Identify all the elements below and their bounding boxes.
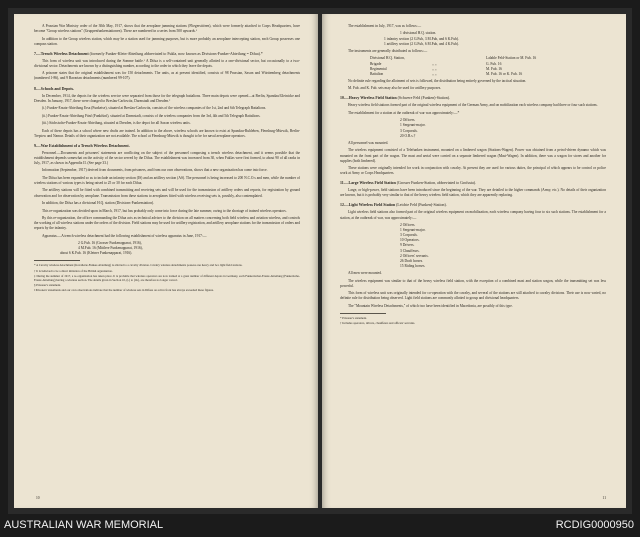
paragraph: These stations were originally intended for work in conjunction with cavalry. At present they are used for various duties, the principal of which appears to be control or police work at Army or Corps Headquarters. xyxy=(340,166,606,176)
record-id: RCDIG0000950 xyxy=(555,519,634,531)
book-spread xyxy=(8,8,632,514)
paragraph: No definite rule regarding the allotment of sets is followed, the distribution being entirely governed by the tactical situation. xyxy=(348,78,527,83)
table-row: Divisional H.Q. Station, Lalable Feld-Station or M. Fub. 16 xyxy=(370,56,537,61)
footnote-divider xyxy=(340,313,386,314)
section-heading-11: 11.—Large Wireless Field Station (Grosser Funken-Station, abbreviated to Grofusta). xyxy=(340,181,477,186)
list-item: 3 Corporals. xyxy=(400,233,418,238)
paragraph: Information (September, 1917) derived from documents, from prisoners, and from our own observations, shows that a new organization has come into force. xyxy=(42,168,268,173)
paragraph: This re-organization was decided upon in March, 1917, but has probably only come into force during the late summer, owing to the shortage of trained wireless operators. xyxy=(42,208,287,213)
footnote: ‡ During the summer of 1917, a re-organization has taken place. It is probable that wireless operators are now trained at a great number of different depots in Germany, each Funkerischer-Ersatz-Abteilung (Funkerische-Ersatz-Abteilung) having a wireless section. The details given in Section 10, (i.) to (iii.), are therefore no longer correct. xyxy=(34,273,300,283)
section-heading-8: 8.—Schools and Depots. xyxy=(34,86,74,91)
paragraph: The "Mountain Wireless Detachments," of which two have been identified in Macedonia, are possibly of this type. xyxy=(348,303,513,308)
right-page xyxy=(322,14,626,508)
footnote: † It is believed to be a direct imitation of the British organization. xyxy=(34,268,113,273)
page-number: 11 xyxy=(602,496,606,500)
paragraph: The instruments are generally distributed as follows:— xyxy=(348,48,428,53)
list-item: (i.) Funker-Ersatz-Abteilung Ersa (Funkeise), situated at Breslau-Carlowitz, consists of the wireless companies of the 1st, 2nd and 6th Telegraph Battalions. xyxy=(42,106,267,111)
paragraph: The artillery stations will be fitted with combined transmitting and receiving sets and will be used for the transmission of artillery orders and reports, for registration by ground observation and for observation by aeroplane. Transmission from these stations to aeroplanes fitted with wireless receiving sets is, possibly, also contemplated. xyxy=(34,188,300,198)
paragraph: Each of these depots has a school where new drafts are trained. In addition to the above, wireless schools are known to exist at Spandau-Ruhleben, Flensburg-Mürwik, Berlin-Treptow and Namur. Details of their organization are not available. The school at Flensburg-Mürwik is thought to be for naval aeroplane operators. xyxy=(34,128,300,138)
paragraph: Personnel.—Documents and prisoners' statements are conflicting on the subject of the personnel composing a trench wireless detachment, and it seems possible that the establishment depends somewhat on the activity of the sector served by the Difua. The establishment was increased from 30, when Fuklas were first formed, to about 90 of all ranks in July, 1917, as shown in Appendix II. (See page 33.) xyxy=(34,150,300,165)
list-item: 26 Draft horses. xyxy=(400,258,424,263)
section-heading-12: 12.—Light Wireless Field Station (Leichte Feld (Funken)-Station). xyxy=(340,203,447,208)
footnote-divider xyxy=(34,260,80,261)
paragraph: A prisoner states that the original establishment was for 150 detachments. The units, as at present identified, consists of 98 Prussian, Saxon and Württemberg detachments (numbered 1-86), and 9 Bavarian detachments (numbered 99-107). xyxy=(34,71,300,81)
footnote: ‖ Prisoners' statements and our own observations indicate that the number of wireless sets in Difuas on active front has always exceeded these figures. xyxy=(34,288,214,293)
table-row: Battalion ,, ,, M. Fub. 16 or K. Fub. 16 xyxy=(370,71,523,76)
list-item: 1 Sergeant-major. xyxy=(400,228,426,233)
apparatus-list xyxy=(34,241,300,256)
list-item: 20 O.R.s.† xyxy=(400,133,416,138)
paragraph: In addition, the Difua has a divisional H.Q. station (Divisions-Funkenstation). xyxy=(42,201,155,206)
list-item: 15 Riding horses. xyxy=(400,263,426,268)
list-item: 1 Sergeant-major. xyxy=(400,123,426,128)
paragraph: A Prussian War Ministry order of the 30th May, 1917, shows that the aeroplane jamming stations (Fliegersttören), which were formerly attached to Corps Headquarters, have become "Group wireless stations" (Gruppenfunkenstationen). These are numbered in a series from 500 upwards.¹ xyxy=(34,24,300,34)
list-item: 1 artillery section (2 G.Fub, 6 M.Fub, and 4 K.Fub). xyxy=(384,41,459,46)
footnote: † Includes operators, drivers, chauffeurs and officers' servants. xyxy=(340,321,416,325)
paragraph: Large, or high-power, field stations have been introduced since the beginning of the war. They are detailed to the higher commands (Army, etc.). No details of their organization are known, but it is probably very similar to that of the heavy wireless field station, which they are apparently replacing. xyxy=(340,188,606,198)
left-page xyxy=(14,14,318,508)
paragraph: The establishment for a station at the outbreak of war was approximately:—* xyxy=(348,110,460,115)
paragraph: All personnel was mounted. xyxy=(348,140,389,145)
paragraph: Apparatus.—A trench wireless detachment had the following establishment of wireless apparatus in June, 1917:— xyxy=(42,233,207,238)
list-item: 9 Drivers. xyxy=(400,243,415,248)
list-item: 2 Officers' servants. xyxy=(400,253,429,258)
archive-name: AUSTRALIAN WAR MEMORIAL xyxy=(4,519,164,531)
section-heading-10: 10.—Heavy Wireless Field Station (Schwere Feld (Funken)-Station). xyxy=(340,96,451,101)
paragraph: In December, 1914, the depots for the wireless service were separated from those for the telegraph battalions. Three main depots were opened—at Berlin, Spandau/Gleinicke and Dresden. In January, 1917, these were changed to Breslau-Carlowitz, Darmstadt and Dresden.² xyxy=(34,93,300,103)
footnote: * Prisoner's statement. xyxy=(340,315,367,320)
paragraph: The establishment in July, 1917, was as follows:— xyxy=(348,24,422,28)
paragraph: M. Fub. and K. Fub. sets may also be used for artillery purposes. xyxy=(348,86,442,91)
list-item: 3 Chauffeurs. xyxy=(400,248,420,253)
list-item: 3 Corporals. xyxy=(400,128,418,133)
list-item: 1 divisional H.Q. station. xyxy=(400,31,437,36)
list-item: 2 Officers. xyxy=(400,223,416,228)
list-item: (ii.) Funker-Ersatz-Abteilung Fünf (Funkfünf), situated at Darmstadt, consists of the wireless companies from the 3rd, 4th and 5th Telegraph Battalions. xyxy=(42,113,261,118)
paragraph: In addition to the Group wireless station, which may be a station used for jamming purposes, but is more probably an aeroplane intercepting station, each Group possesses one compass station. xyxy=(34,36,300,46)
paragraph: The wireless equipment consisted of a Telefunken instrument, mounted on a limbered wagon (Stations-Wagen). Power was obtained from a petrol-driven dynamo which was mounted on the front part of the wagon. The mast and aerial were carried on a separate limbered wagon (Mast-Wagen). In addition, there was a wagon for stores and another for supplies (both limbered). xyxy=(340,148,606,163)
footnote: § Prisoner's statement. xyxy=(34,283,61,288)
list-item: 2 Officers. xyxy=(400,118,416,123)
list-item: about 6 K.Fub. 16 (Kleiner Funkenapparat, 1916). xyxy=(60,251,133,256)
page-number: 10 xyxy=(36,496,40,500)
establishment-list xyxy=(340,118,606,138)
paragraph: Light wireless field stations also formed part of the original wireless equipment on mobilization, each wireless company having four to six such stations. The establishment for a station, at the outbreak of war, was approximately:— xyxy=(340,210,606,220)
section-heading-9: 9.—War Establishment of a Trench Wireless Detachment. xyxy=(34,143,130,148)
paragraph: By this re-organization, the officer commanding the Difua acts as technical adviser to the division on all matters concerning both field wireless and aviation wireless, and controls the working of all wireless stations under the orders of the division. Field stations may be used for artillery registration, and artillery aeroplane stations for the transmission of orders and reports by the infantry. xyxy=(34,216,300,231)
instruments-table xyxy=(370,56,606,76)
list-item: 10 Operators. xyxy=(400,238,420,243)
establishment-list xyxy=(340,223,606,269)
paragraph: Heavy wireless field stations formed part of the original wireless equipment of the German Army, and on mobilization each wireless company had three or four such stations. xyxy=(348,103,598,108)
table-row: Brigade ,, ,, G. Fub. 16 xyxy=(370,61,502,66)
paragraph: This form of wireless unit was originally intended for co-operation with the cavalry, and several of the stations are still attached to cavalry divisions. Their use is now varied, no definite rule for distribution being observed. Light field stations are commonly allotted to group and divisional headquarters. xyxy=(340,291,606,301)
list-item: 1 infantry section (2 G.Fub, 3 M.Fub, and 6 K.Fub). xyxy=(384,36,459,41)
archive-footer xyxy=(0,514,640,537)
list-item: 2 G.Fub. 16 (Grosser Funkenapparat, 1916), xyxy=(78,241,142,246)
section-heading-7: 7.—Trench Wireless Detachment (formerly Funker-Klein-Abteilung abbreviated to Fukla, now known as Divisions-Funker-Abteilung = Difua).* xyxy=(34,51,263,56)
list-item: 4 M.Fub. 16 (Mittlere Funkenapparat, 1916), xyxy=(78,246,143,251)
paragraph: The Difua has been expanded so as to include an infantry section (IS) and an artillery section (AS). The personnel is being increased to 200 N.C.O.s and men, while the number of wireless stations of various types is being raised to 25 or 30 for each Difua. xyxy=(34,175,300,185)
footnote: * A Cavalry wireless detachment (Kavallerie-Funker-Abteilung) is allotted to a cavalry division. Cavalry wireless detachments possess one heavy and two light field stations. xyxy=(34,263,243,268)
establishment-list xyxy=(340,31,606,46)
paragraph: All men were mounted. xyxy=(348,271,382,276)
list-item: (iii.) Sächsische-Funker-Ersatz-Abteilung, situated at Dresden, is the depot for all Saxon wireless units. xyxy=(42,121,191,126)
paragraph: The wireless equipment was similar to that of the heavy wireless field station, with the exception of a combined mast and station wagon, while the transmitting set was less powerful. xyxy=(340,278,606,288)
paragraph: This form of wireless unit was introduced during the Somme battle.¹ A Difua is a self-contained unit generally allotted to a one-divisional sector, but occasionally to a two-divisional sector. Detachments are known by a distinguishing number, according to the order in which they leave the depots. xyxy=(34,58,300,68)
table-row: Regimental ,, ,, M. Fub. 16 xyxy=(370,66,502,71)
